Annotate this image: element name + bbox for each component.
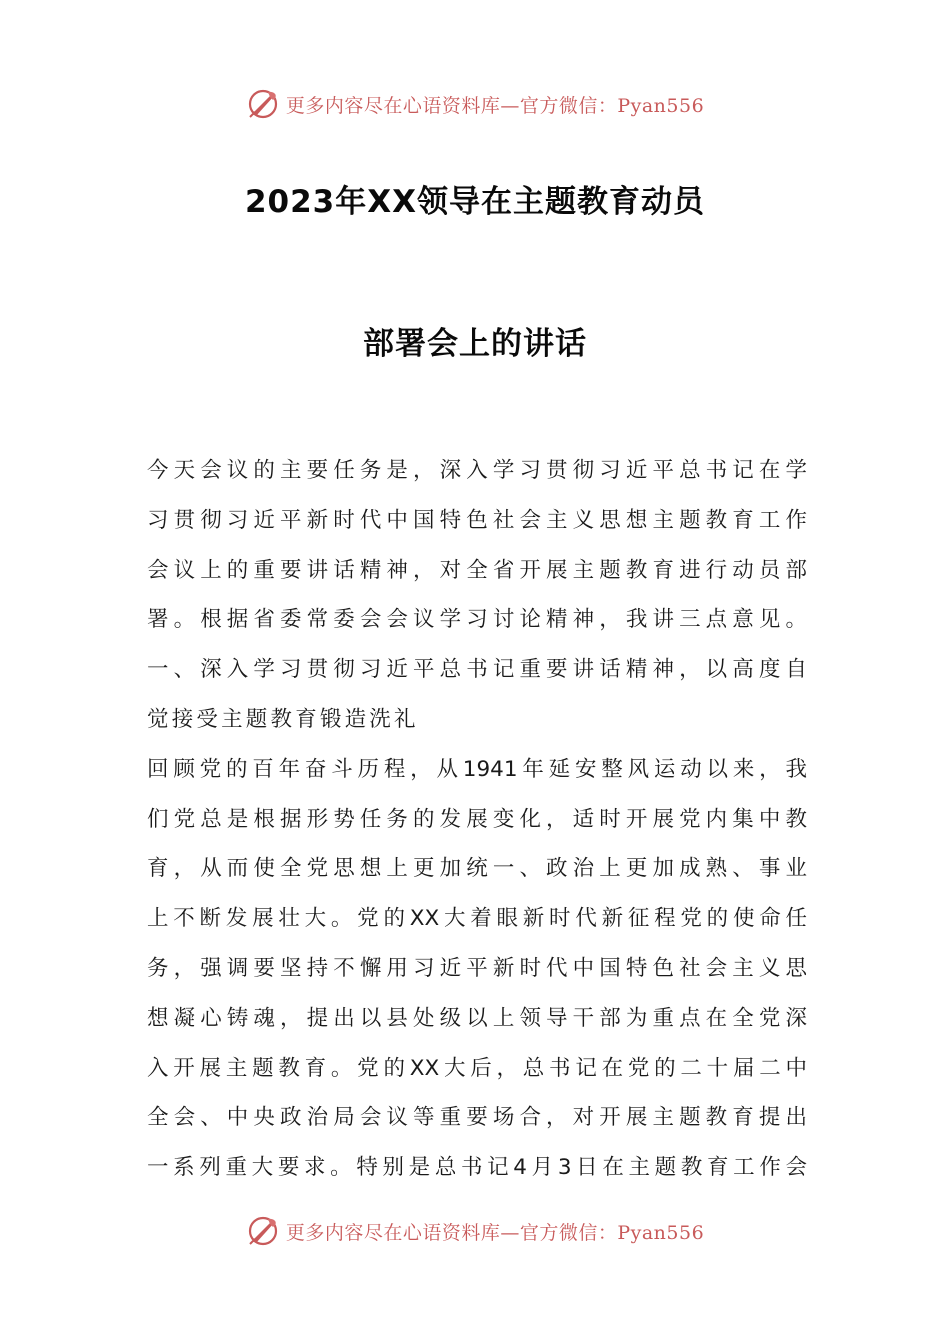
body-line: 署。根据省委常委会会议学习讨论精神，我讲三点意见。 xyxy=(147,607,807,633)
document-body xyxy=(147,446,807,1193)
body-line: 们党总是根据形势任务的发展变化，适时开展党内集中教 xyxy=(147,806,807,832)
body-line: 上不断发展壮大。党的XX大着眼新时代新征程党的使命任 xyxy=(147,906,807,932)
document-title-line-2: 部署会上的讲话 xyxy=(363,326,587,362)
footer-watermark xyxy=(0,1211,950,1251)
document-title-line-1: 2023年XX领导在主题教育动员 xyxy=(244,184,706,220)
body-line: 全会、中央政治局会议等重要场合，对开展主题教育提出 xyxy=(147,1105,807,1131)
section-heading-line: 觉接受主题教育锻造洗礼 xyxy=(147,706,419,732)
body-line: 入开展主题教育。党的XX大后，总书记在党的二十届二中 xyxy=(147,1055,807,1081)
body-line: 今天会议的主要任务是，深入学习贯彻习近平总书记在学 xyxy=(147,458,807,483)
body-line: 务，强调要坚持不懈用习近平新时代中国特色社会主义思 xyxy=(147,955,807,981)
header-watermark xyxy=(0,84,950,124)
body-line: 回顾党的百年奋斗历程，从1941年延安整风运动以来，我 xyxy=(147,756,807,782)
body-line: 一系列重大要求。特别是总书记4月3日在主题教育工作会 xyxy=(147,1155,807,1181)
body-line: 会议上的重要讲话精神，对全省开展主题教育进行动员部 xyxy=(147,557,807,583)
body-line: 育，从而使全党思想上更加统一、政治上更加成熟、事业 xyxy=(147,856,807,882)
quill-logo-icon xyxy=(246,87,280,121)
body-line: 想凝心铸魂，提出以县处级以上领导干部为重点在全党深 xyxy=(147,1005,807,1031)
section-heading-line: 一、深入学习贯彻习近平总书记重要讲话精神，以高度自 xyxy=(147,657,807,683)
watermark-text: 更多内容尽在心语资料库—官方微信：Pyan556 xyxy=(285,94,705,117)
quill-logo-icon xyxy=(246,1214,280,1248)
watermark-text: 更多内容尽在心语资料库—官方微信：Pyan556 xyxy=(285,1221,705,1244)
body-line: 习贯彻习近平新时代中国特色社会主义思想主题教育工作 xyxy=(147,507,807,533)
